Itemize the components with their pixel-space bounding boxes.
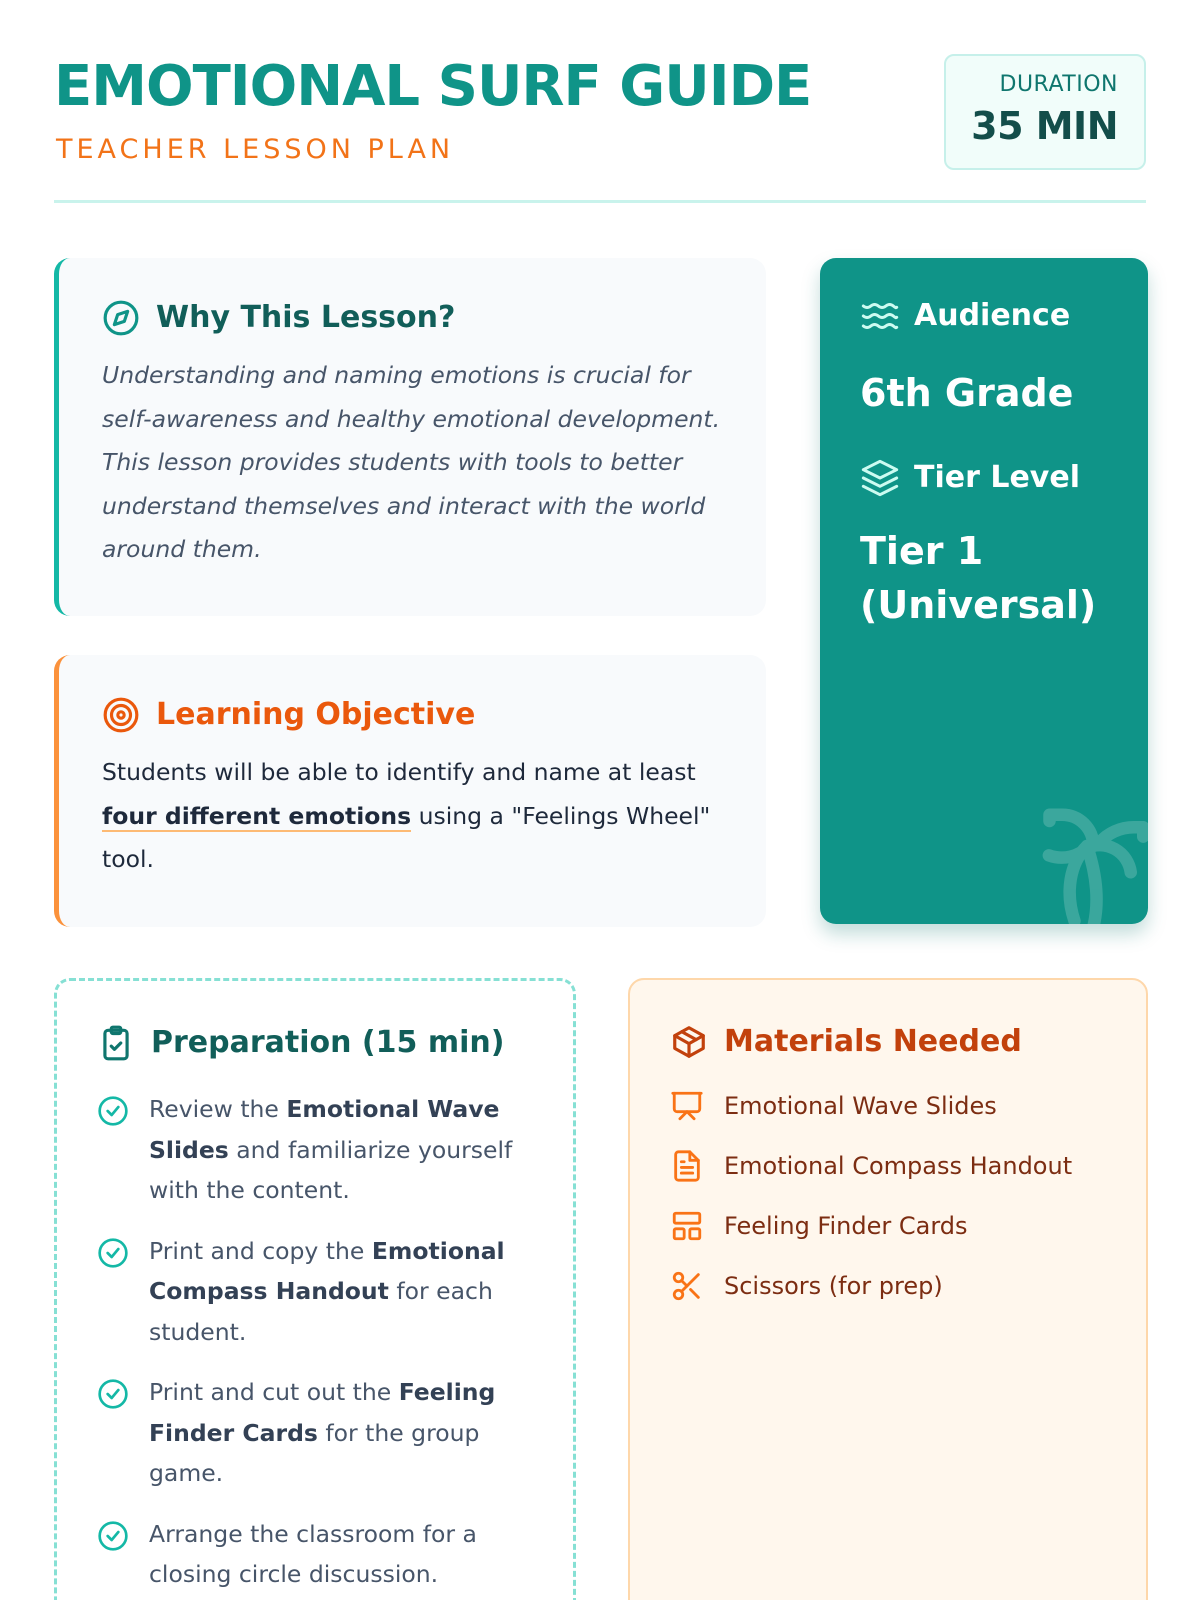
duration-value: 35 MIN [971, 104, 1118, 148]
layers-icon [860, 458, 900, 498]
waves-icon [860, 296, 900, 336]
target-icon [102, 696, 140, 734]
materials-list [670, 1086, 1126, 1306]
prep-text-pre: Print and copy the [149, 1236, 372, 1265]
material-label: Emotional Wave Slides [724, 1092, 997, 1120]
audience-value: 6th Grade [860, 371, 1074, 415]
check-circle-icon [97, 1237, 129, 1269]
compass-icon [102, 299, 140, 337]
material-label: Emotional Compass Handout [724, 1152, 1073, 1180]
tier-value: Tier 1 (Universal) [860, 529, 1097, 627]
learning-objective-text [102, 751, 726, 882]
preparation-item [97, 1372, 553, 1494]
preparation-title: Preparation (15 min) [151, 1025, 505, 1060]
duration-badge [944, 54, 1146, 170]
prep-text-post: and familiarize yourself with the content. [149, 1135, 513, 1204]
page-title: EMOTIONAL SURF GUIDE [54, 54, 812, 119]
preparation-item-text [149, 1231, 553, 1353]
palm-tree-icon [1012, 796, 1148, 924]
check-circle-icon [97, 1520, 129, 1552]
audience-heading [860, 296, 1128, 336]
why-lesson-card [54, 258, 766, 616]
prep-text-pre: Arrange the classroom for a closing circle discussion. [149, 1519, 477, 1588]
document-icon [670, 1149, 704, 1183]
material-item [670, 1266, 1126, 1306]
package-icon [670, 1023, 708, 1061]
objective-highlight: four different emotions [102, 801, 412, 830]
tier-heading [860, 458, 1128, 498]
learning-objective-heading [102, 695, 726, 735]
learning-objective-title: Learning Objective [156, 697, 476, 732]
material-label: Scissors (for prep) [724, 1272, 943, 1300]
prep-text-pre: Review the [149, 1095, 287, 1123]
check-circle-icon [97, 1095, 129, 1127]
layout-icon [670, 1209, 704, 1243]
materials-heading [670, 1022, 1126, 1062]
material-label: Feeling Finder Cards [724, 1212, 968, 1240]
why-lesson-text: Understanding and naming emotions is crucial for self-awareness and healthy emotional development. This lesson provides students with tools to better understand themselves and interact with the world around them. [102, 361, 721, 563]
why-lesson-heading [102, 298, 726, 338]
audience-label: Audience [914, 298, 1071, 333]
why-lesson-title: Why This Lesson? [156, 300, 456, 335]
materials-card [628, 978, 1148, 1600]
tier-label: Tier Level [914, 460, 1080, 495]
audience-card [820, 258, 1148, 924]
presentation-icon [670, 1089, 704, 1123]
check-circle-icon [97, 1378, 129, 1410]
preparation-heading [97, 1023, 553, 1063]
preparation-item [97, 1089, 553, 1211]
prep-text-pre: Print and cut out the [149, 1378, 399, 1406]
preparation-item [97, 1231, 553, 1353]
learning-objective-card [54, 655, 766, 927]
preparation-item-text [149, 1372, 553, 1494]
clipboard-check-icon [97, 1024, 135, 1062]
preparation-item [97, 1514, 553, 1595]
page-header [54, 52, 1146, 202]
objective-text-before: Students will be able to identify and name at least [102, 758, 696, 786]
header-divider [54, 200, 1146, 203]
material-item [670, 1086, 1126, 1126]
page-subtitle: TEACHER LESSON PLAN [56, 134, 455, 165]
preparation-list [97, 1089, 553, 1595]
prep-text-bold: Emotional Compass Handout [149, 1236, 505, 1305]
prep-text-bold: Feeling Finder Cards [149, 1378, 496, 1447]
preparation-item-text [149, 1089, 553, 1211]
preparation-card [54, 978, 576, 1600]
preparation-item-text [149, 1514, 553, 1595]
material-item [670, 1206, 1126, 1246]
materials-title: Materials Needed [724, 1024, 1022, 1059]
objective-text-after: using a "Feelings Wheel" tool. [102, 801, 711, 873]
prep-text-post: for the group game. [149, 1418, 480, 1487]
prep-text-bold: Emotional Wave Slides [149, 1095, 500, 1164]
material-item [670, 1146, 1126, 1186]
duration-label: DURATION [999, 72, 1118, 97]
prep-text-post: for each student. [149, 1277, 493, 1346]
scissors-icon [670, 1269, 704, 1303]
